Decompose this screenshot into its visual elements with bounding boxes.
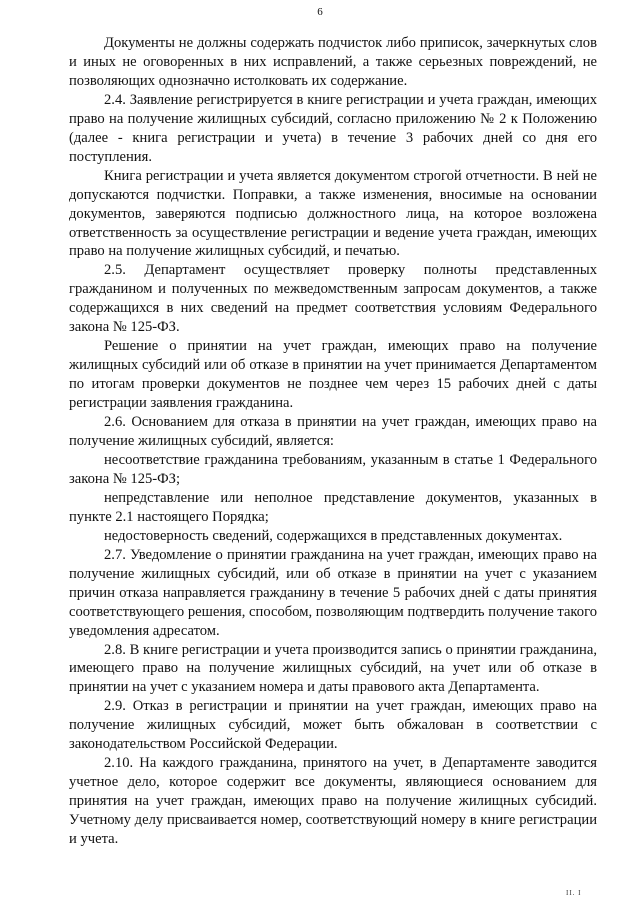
page-number: 6 (317, 6, 323, 18)
paragraph-2-5: 2.5. Департамент осуществляет проверку полноты представленных гражданином и полученных по межведомственным запросам документов, а также содержащихся в них сведений на предмет соответствия условиям Федерального закона № 125-ФЗ. (69, 262, 597, 336)
paragraph-2-9: 2.9. Отказ в регистрации и принятии на учет граждан, имеющих право на получение жилищных субсидий, может быть обжалован в соответствии с законодательством Российской Федерации. (69, 698, 597, 753)
paragraph-documents-requirements: Документы не должны содержать подчисток либо приписок, зачеркнутых слов и иных не оговоренных в них исправлений, а также серьезных повреждений, не позволяющих однозначно истолковать их содержание. (69, 35, 597, 89)
document-body (69, 34, 597, 849)
paragraph-decision: Решение о принятии на учет граждан, имеющих право на получение жилищных субсидий или об отказе в принятии на учет принимается Департаментом по итогам проверки документов не позднее чем через 15 рабочих дней с даты регистрации заявления гражданина. (69, 338, 597, 412)
paragraph-2-8: 2.8. В книге регистрации и учета производится запись о принятии гражданина, имеющего право на получение жилищных субсидий, на учет или об отказе в принятии на учет с указанием номера и даты правового акта Департамента. (69, 641, 597, 696)
paragraph-2-4: 2.4. Заявление регистрируется в книге регистрации и учета граждан, имеющих право на получение жилищных субсидий, согласно приложению № 2 к Положению (далее - книга регистрации и учета) в течение 3 рабочих дней со дня его поступления. (69, 91, 597, 165)
paragraph-refusal-reason-3: недостоверность сведений, содержащихся в представленных документах. (104, 527, 563, 544)
paragraph-registry-book: Книга регистрации и учета является документом строгой отчетности. В ней не допускаются подчистки. Поправки, а также изменения, вносимые на основании документов, заверяются подписью должностного лица, на которое возложена ответственность за осуществление регистрации и ведение учета граждан, имеющих право на получение жилищных субсидий, и печатью. (69, 167, 597, 260)
footer-mark: II. I (566, 889, 582, 897)
paragraph-refusal-reason-1: несоответствие гражданина требованиям, указанным в статье 1 Федерального закона № 125-ФЗ; (69, 451, 597, 487)
paragraph-2-7: 2.7. Уведомление о принятии гражданина на учет граждан, имеющих право на получение жилищных субсидий, или об отказе в принятии на учет с указанием причин отказа направляется гражданину в течение 5 рабочих дней с даты принятия соответствующего решения, способом, позволяющим подтвердить получение такого уведомления адресатом. (69, 546, 597, 639)
paragraph-2-10: 2.10. На каждого гражданина, принятого на учет, в Департаменте заводится учетное дело, которое содержит все документы, являющиеся основанием для принятия на учет граждан, имеющих право на получение жилищных субсидий. Учетному делу присваивается номер, соответствующий номеру в книге регистрации и учета. (69, 755, 597, 848)
paragraph-refusal-reason-2: непредставление или неполное представление документов, указанных в пункте 2.1 настоящего Порядка; (69, 489, 597, 525)
paragraph-2-6: 2.6. Основанием для отказа в принятии на учет граждан, имеющих право на получение жилищных субсидий, является: (69, 414, 597, 450)
